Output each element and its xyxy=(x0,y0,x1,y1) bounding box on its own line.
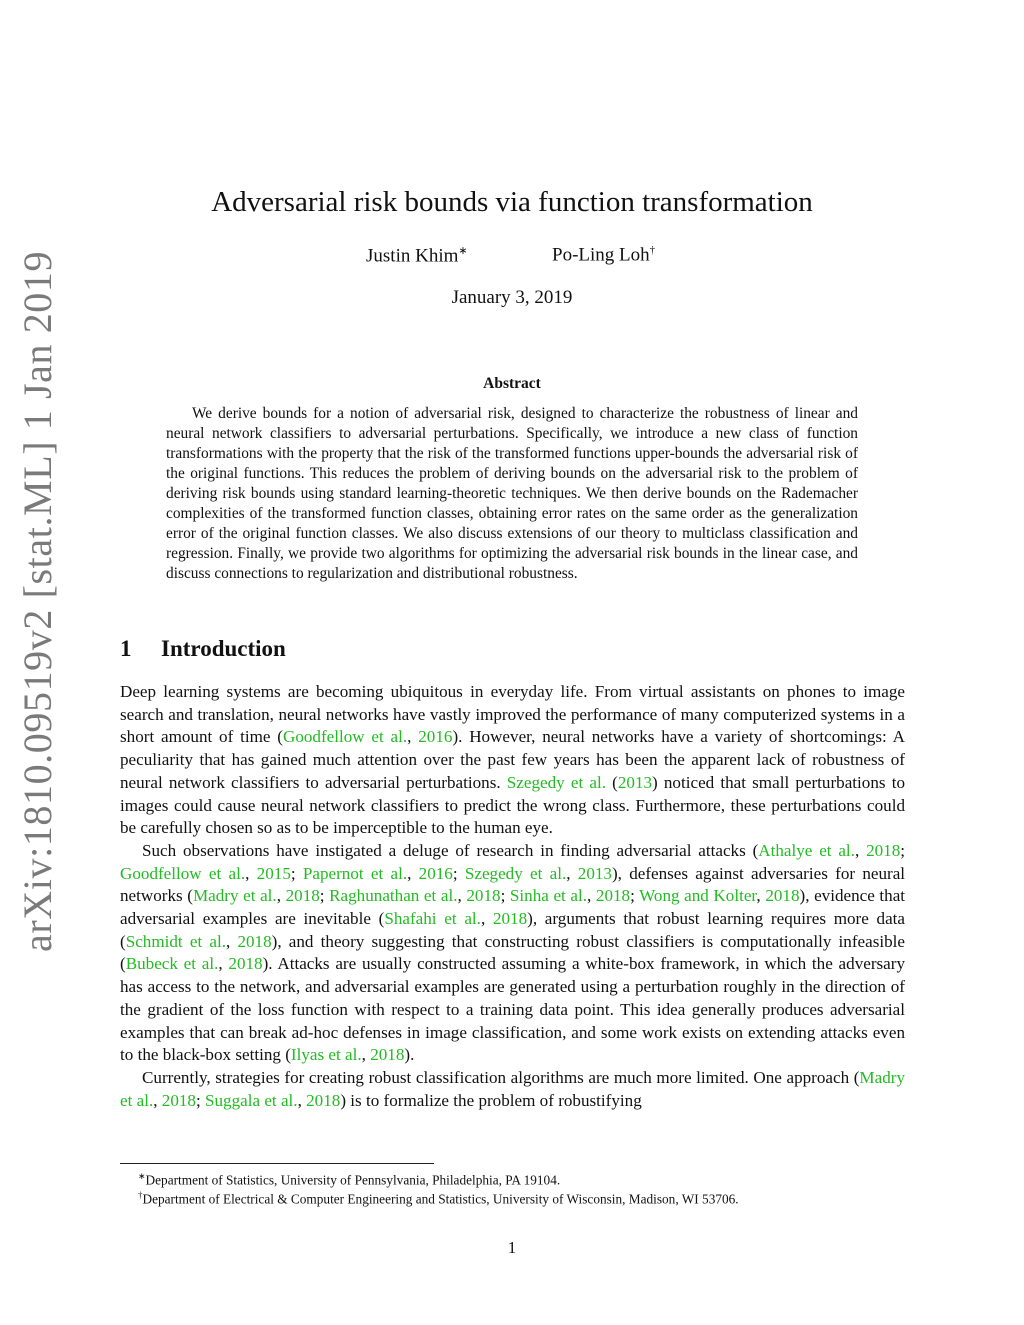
citation-link[interactable]: Szegedy et al. xyxy=(506,772,606,792)
citation-link[interactable]: 2018 xyxy=(161,1090,196,1110)
citation-link[interactable]: Ilyas et al. xyxy=(290,1045,362,1065)
body-text-run: ; xyxy=(500,886,510,906)
paper-title: Adversarial risk bounds via function transformation xyxy=(211,186,813,218)
body-text-run: ). xyxy=(404,1045,415,1065)
body-text-run: ( xyxy=(605,772,618,792)
citation-link[interactable]: Suggala et al. xyxy=(205,1090,298,1110)
citation-link[interactable]: Schmidt et al. xyxy=(125,931,226,951)
citation-link[interactable]: 2015 xyxy=(256,863,291,883)
body-text xyxy=(120,681,905,1112)
paragraph xyxy=(120,681,905,840)
body-text-run: , xyxy=(276,886,286,906)
citation-link[interactable]: 2018 xyxy=(866,840,901,860)
paragraph xyxy=(120,1067,905,1112)
citation-link[interactable]: 2018 xyxy=(765,886,800,906)
body-text-run: ) is to formalize the problem of robustifying xyxy=(340,1090,642,1110)
arxiv-stamp: arXiv:1810.09519v2 [stat.ML] 1 Jan 2019 xyxy=(15,250,60,952)
body-text-run: , xyxy=(854,840,867,860)
body-text-run: , xyxy=(756,886,766,906)
footnote-2-text: Department of Electrical & Computer Engineering and Statistics, University of Wisconsin, Madison, WI 53706. xyxy=(142,1191,739,1207)
body-text-run: , xyxy=(153,1090,162,1110)
body-text-run: , xyxy=(297,1090,307,1110)
body-text-run: ), and theory suggesting that constructing robust classifiers is computationally infeasible ( xyxy=(120,931,906,974)
citation-link[interactable]: Bubeck et al. xyxy=(125,954,219,974)
abstract-text: We derive bounds for a notion of adversarial risk, designed to characterize the robustness of linear and neural network classifiers to adversarial perturbations. Specifically, we introduce a new class of function transformations with the property that the risk of the transformed functions upper-bounds the adversarial risk of the original functions. This reduces the problem of deriving bounds on the adversarial risk to the problem of deriving risk bounds using standard learning-theoretic techniques. We then derive bounds on the Rademacher complexities of the transformed function classes, obtaining error rates on the same order as the generalization error of the original function classes. We also discuss extensions of our theory to multiclass classification and regression. Finally, we provide two algorithms for optimizing the adversarial risk bounds in the linear case, and discuss connections to regularization and distributional robustness. xyxy=(166,405,858,582)
author-2-mark: † xyxy=(649,244,656,256)
author-1-mark: ∗ xyxy=(458,245,468,257)
body-text-run: ; xyxy=(290,863,303,883)
citation-link[interactable]: Wong and Kolter xyxy=(639,886,757,906)
citation-link[interactable]: 2013 xyxy=(577,863,612,883)
footnote-1-text: Department of Statistics, University of Pennsylvania, Philadelphia, PA 19104. xyxy=(145,1172,561,1188)
body-text-run: Currently, strategies for creating robust classification algorithms are much more limited. One approach ( xyxy=(142,1067,860,1087)
body-text-run: Deep learning systems are becoming ubiquitous in everyday life. From virtual assistants on phones to image search and translation, neural networks have vastly improved the performance of many computerized systems in a short amount of time ( xyxy=(120,682,905,747)
body-text-run: ), defenses against adversaries for neural networks ( xyxy=(120,863,906,906)
footnote-1-mark: ∗ xyxy=(138,1171,146,1181)
body-text-run: , xyxy=(407,863,419,883)
body-text-run: , xyxy=(480,909,493,929)
citation-link[interactable]: Papernot et al. xyxy=(302,863,408,883)
citation-link[interactable]: 2018 xyxy=(237,931,272,951)
citation-link[interactable]: 2018 xyxy=(285,886,320,906)
author-1-name: Justin Khim xyxy=(366,245,459,267)
citation-link[interactable]: 2016 xyxy=(418,863,453,883)
citation-link[interactable]: Raghunathan et al. xyxy=(329,886,458,906)
citation-link[interactable]: Athalye et al. xyxy=(758,840,855,860)
body-text-run: ; xyxy=(452,863,465,883)
body-text-run: , xyxy=(226,931,238,951)
body-text-run: ). Attacks are usually constructed assuming a white-box framework, in which the adversary has access to the network, and adversarial examples are generated using a perturbation roughly in the direction of the gradient of the loss function with respect to a training data point. This idea generally produces adversarial examples that can break ad-hoc defenses in image classification, and some work exists on extending attacks even to the black-box setting ( xyxy=(120,954,905,1065)
body-text-run: , xyxy=(587,886,596,906)
body-text-run: ), arguments that robust learning requires more data ( xyxy=(120,909,905,951)
body-text-run: ). However, neural networks have a variety of shortcomings: A peculiarity that has gained much attention over the past few years has been the apparent lack of robustness of neural network classifiers to adversarial perturbations. xyxy=(120,727,906,792)
body-text-run: , xyxy=(245,863,257,883)
body-text-run: , xyxy=(218,954,229,974)
citation-link[interactable]: 2018 xyxy=(492,909,528,929)
body-text-run: Such observations have instigated a deluge of research in finding adversarial attacks ( xyxy=(142,840,759,860)
author-2 xyxy=(552,244,655,266)
paper-date: January 3, 2019 xyxy=(451,287,573,308)
footnote-rule xyxy=(120,1163,434,1164)
body-text-run: , xyxy=(566,863,578,883)
citation-link[interactable]: Madry et al. xyxy=(120,1067,905,1110)
citation-link[interactable]: 2018 xyxy=(306,1090,341,1110)
citation-link[interactable]: Goodfellow et al. xyxy=(282,727,408,747)
author-2-name: Po-Ling Loh xyxy=(552,244,650,266)
section-number: 1 xyxy=(120,636,132,661)
citation-link[interactable]: Sinha et al. xyxy=(509,886,588,906)
citation-link[interactable]: Szegedy et al. xyxy=(464,863,567,883)
citation-link[interactable]: 2013 xyxy=(617,772,653,792)
citation-link[interactable]: 2018 xyxy=(466,886,501,906)
citation-link[interactable]: Shafahi et al. xyxy=(384,909,481,929)
body-text-run: ), evidence that adversarial examples are inevitable ( xyxy=(120,886,906,929)
citation-link[interactable]: Madry et al. xyxy=(192,886,277,906)
abstract-heading: Abstract xyxy=(483,375,541,392)
author-1 xyxy=(366,244,468,267)
footnote-2-mark: † xyxy=(138,1190,143,1200)
body-text-run: ; xyxy=(195,1090,205,1110)
citation-link[interactable]: 2018 xyxy=(595,886,631,906)
section-title: Introduction xyxy=(161,636,286,661)
citation-link[interactable]: 2018 xyxy=(370,1045,405,1065)
body-text-run: , xyxy=(361,1045,371,1065)
page-number: 1 xyxy=(507,1238,517,1257)
citation-link[interactable]: 2018 xyxy=(228,954,263,974)
citation-link[interactable]: 2016 xyxy=(418,727,453,747)
body-text-run: , xyxy=(457,886,467,906)
citation-link[interactable]: Goodfellow et al. xyxy=(120,863,246,883)
paragraph xyxy=(120,840,905,1067)
footnote-2 xyxy=(138,1190,739,1207)
section-heading xyxy=(120,636,286,662)
body-text-run: ) noticed that small perturbations to images could cause neural network classifiers to predict the wrong class. Furthermore, these perturbations could be carefully chosen so as to be imperceptible to the human eye. xyxy=(120,772,906,838)
body-text-run: , xyxy=(407,727,419,747)
body-text-run: ; xyxy=(630,886,640,906)
body-text-run: ; xyxy=(319,886,330,906)
body-text-run: ; xyxy=(900,840,905,860)
footnote-1 xyxy=(138,1171,560,1188)
